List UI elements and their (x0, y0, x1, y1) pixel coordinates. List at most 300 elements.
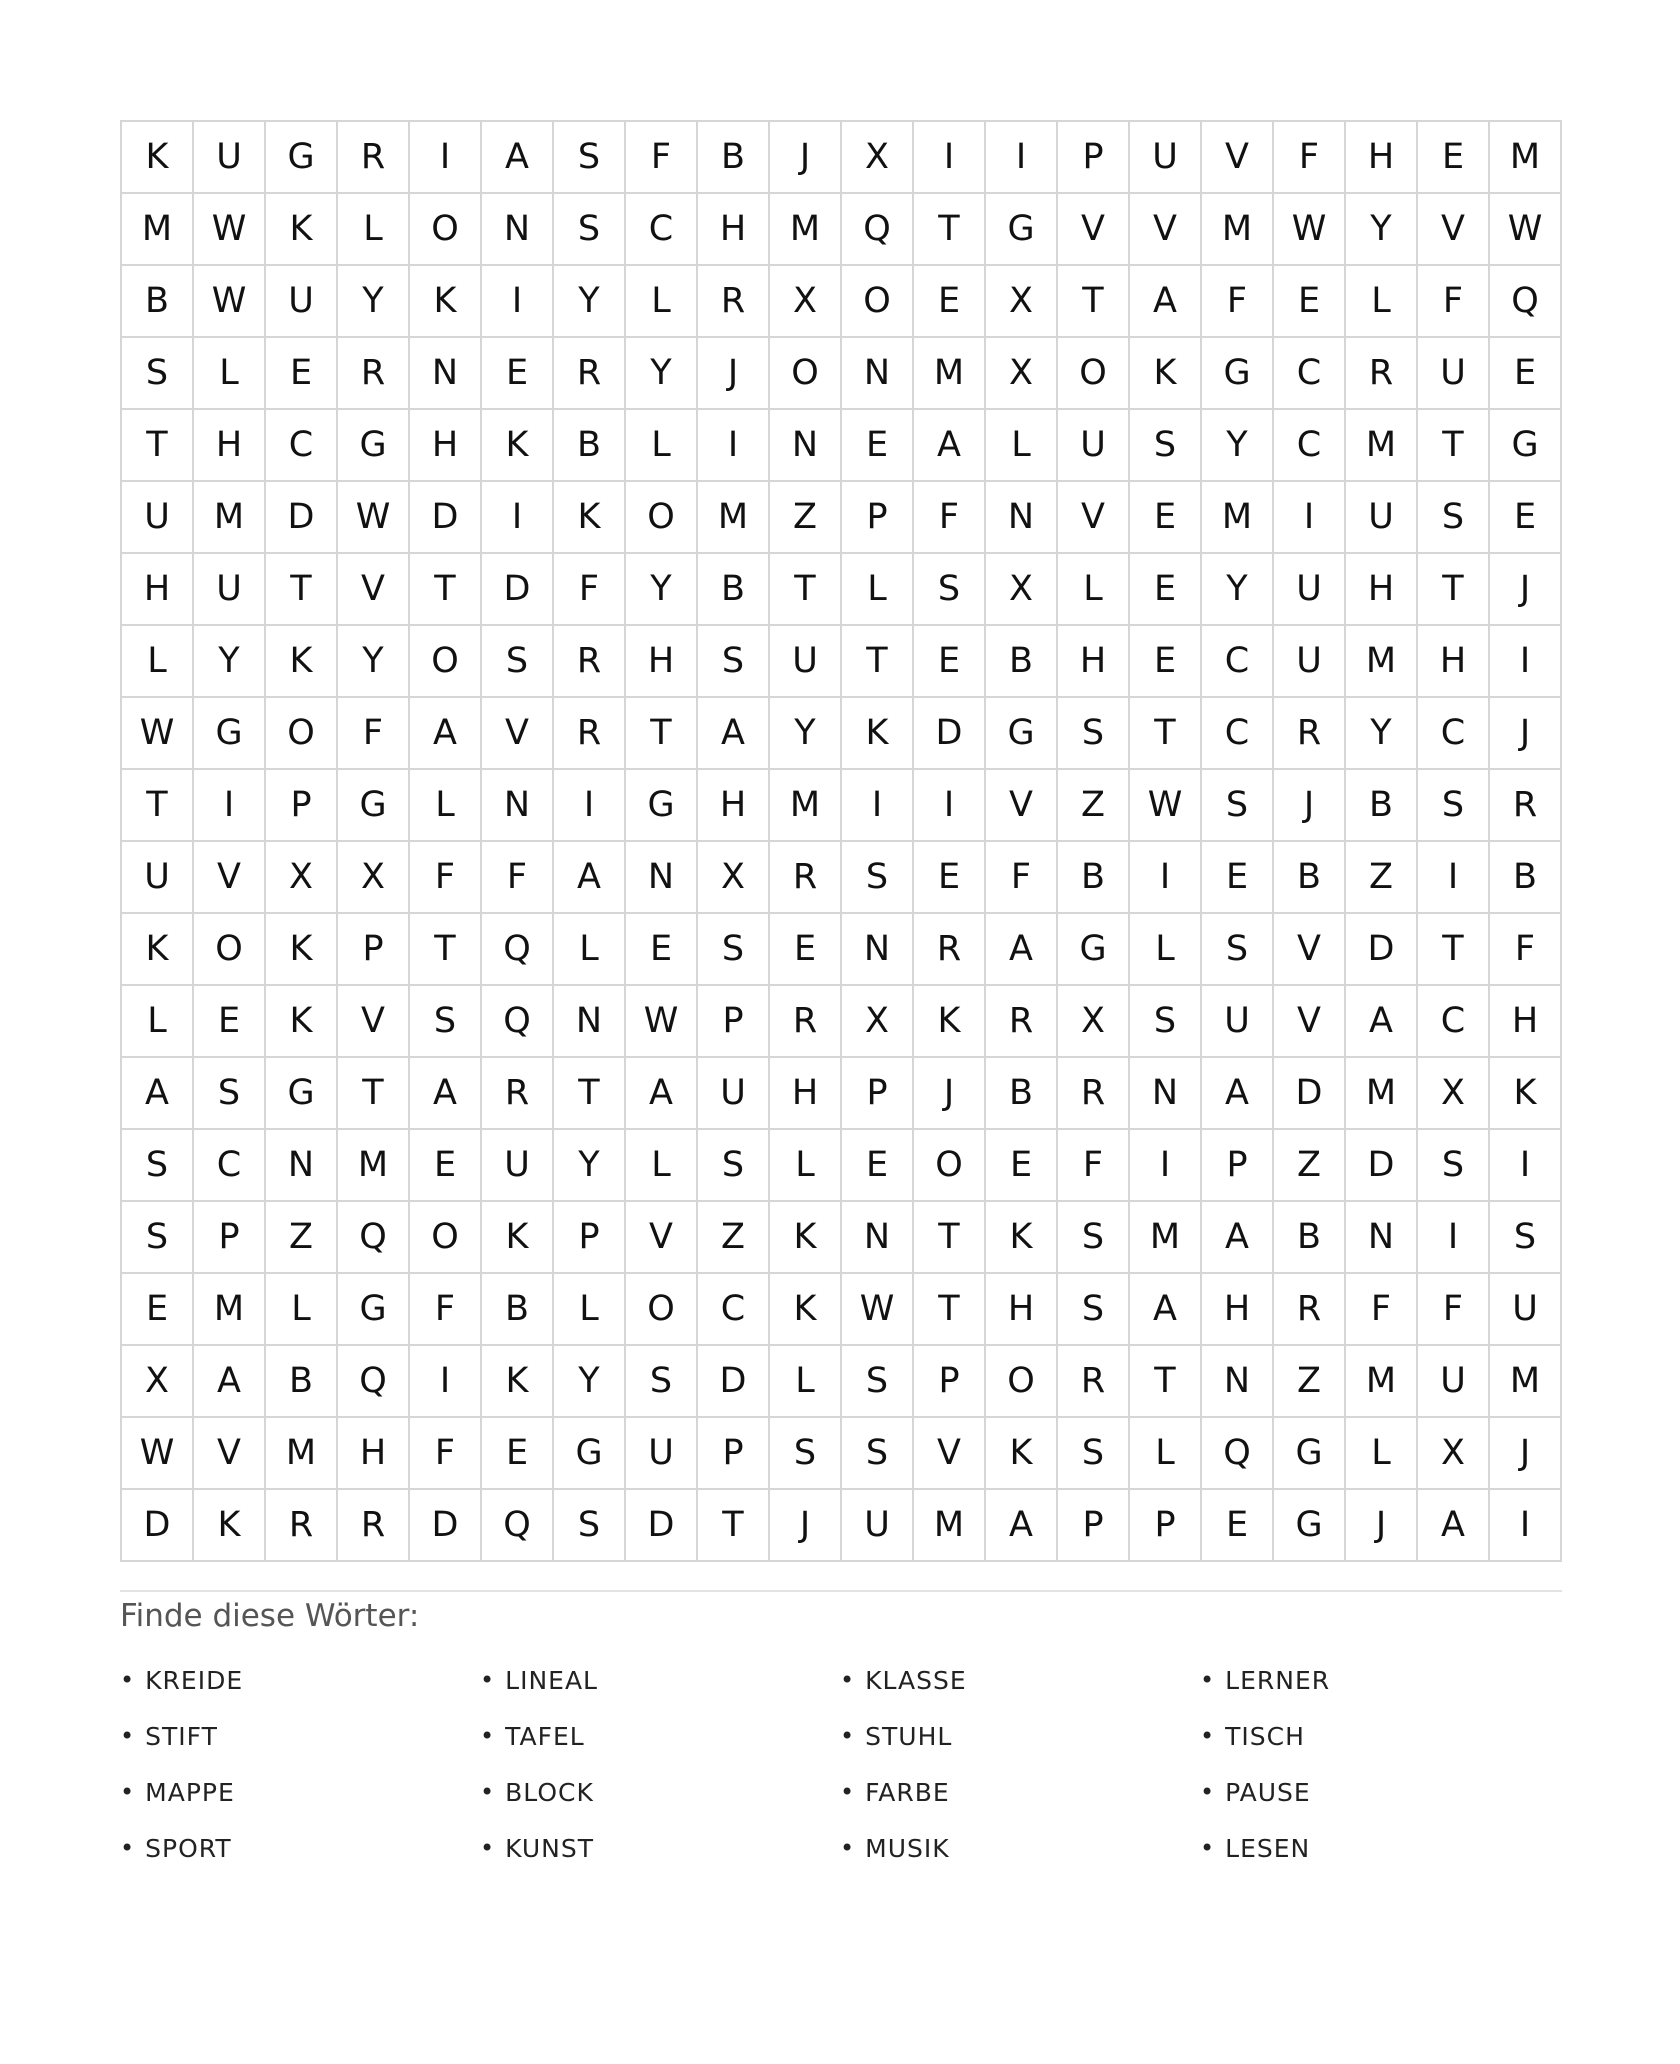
grid-cell[interactable]: Q (842, 194, 914, 266)
grid-cell[interactable]: E (914, 266, 986, 338)
grid-cell[interactable]: T (122, 410, 194, 482)
grid-cell[interactable]: P (554, 1202, 626, 1274)
grid-cell[interactable]: X (986, 266, 1058, 338)
grid-cell[interactable]: B (1058, 842, 1130, 914)
grid-cell[interactable]: D (626, 1490, 698, 1562)
grid-cell[interactable]: K (986, 1202, 1058, 1274)
grid-cell[interactable]: V (986, 770, 1058, 842)
grid-cell[interactable]: R (338, 1490, 410, 1562)
grid-cell[interactable]: L (626, 410, 698, 482)
grid-cell[interactable]: U (1274, 626, 1346, 698)
grid-cell[interactable]: H (1202, 1274, 1274, 1346)
grid-cell[interactable]: A (122, 1058, 194, 1130)
grid-cell[interactable]: C (626, 194, 698, 266)
grid-cell[interactable]: X (842, 122, 914, 194)
grid-cell[interactable]: E (1418, 122, 1490, 194)
grid-cell[interactable]: Y (770, 698, 842, 770)
grid-cell[interactable]: B (1274, 1202, 1346, 1274)
grid-cell[interactable]: F (1346, 1274, 1418, 1346)
grid-cell[interactable]: R (1058, 1058, 1130, 1130)
grid-cell[interactable]: L (554, 1274, 626, 1346)
grid-cell[interactable]: E (482, 1418, 554, 1490)
grid-cell[interactable]: B (698, 554, 770, 626)
grid-cell[interactable]: K (1490, 1058, 1562, 1130)
grid-cell[interactable]: C (1202, 698, 1274, 770)
grid-cell[interactable]: K (770, 1202, 842, 1274)
grid-cell[interactable]: O (1058, 338, 1130, 410)
grid-cell[interactable]: I (986, 122, 1058, 194)
grid-cell[interactable]: F (1418, 1274, 1490, 1346)
grid-cell[interactable]: Z (1274, 1130, 1346, 1202)
grid-cell[interactable]: L (1058, 554, 1130, 626)
grid-cell[interactable]: Z (1346, 842, 1418, 914)
grid-cell[interactable]: W (194, 266, 266, 338)
grid-cell[interactable]: J (1346, 1490, 1418, 1562)
grid-cell[interactable]: U (1490, 1274, 1562, 1346)
grid-cell[interactable]: L (986, 410, 1058, 482)
grid-cell[interactable]: Y (554, 266, 626, 338)
grid-cell[interactable]: A (914, 410, 986, 482)
grid-cell[interactable]: H (1346, 122, 1418, 194)
grid-cell[interactable]: L (338, 194, 410, 266)
grid-cell[interactable]: M (914, 338, 986, 410)
grid-cell[interactable]: C (1274, 410, 1346, 482)
grid-cell[interactable]: Q (338, 1346, 410, 1418)
grid-cell[interactable]: F (626, 122, 698, 194)
grid-cell[interactable]: G (986, 698, 1058, 770)
grid-cell[interactable]: R (770, 842, 842, 914)
grid-cell[interactable]: K (1130, 338, 1202, 410)
grid-cell[interactable]: Z (266, 1202, 338, 1274)
grid-cell[interactable]: O (842, 266, 914, 338)
grid-cell[interactable]: K (482, 410, 554, 482)
grid-cell[interactable]: D (410, 482, 482, 554)
grid-cell[interactable]: S (194, 1058, 266, 1130)
grid-cell[interactable]: K (554, 482, 626, 554)
grid-cell[interactable]: O (410, 1202, 482, 1274)
grid-cell[interactable]: A (698, 698, 770, 770)
grid-cell[interactable]: G (266, 1058, 338, 1130)
grid-cell[interactable]: D (1346, 1130, 1418, 1202)
grid-cell[interactable]: J (1490, 698, 1562, 770)
grid-cell[interactable]: M (914, 1490, 986, 1562)
grid-cell[interactable]: I (698, 410, 770, 482)
grid-cell[interactable]: R (266, 1490, 338, 1562)
grid-cell[interactable]: P (914, 1346, 986, 1418)
grid-cell[interactable]: T (266, 554, 338, 626)
grid-cell[interactable]: I (194, 770, 266, 842)
grid-cell[interactable]: T (410, 554, 482, 626)
grid-cell[interactable]: F (914, 482, 986, 554)
grid-cell[interactable]: E (1274, 266, 1346, 338)
grid-cell[interactable]: U (1058, 410, 1130, 482)
grid-cell[interactable]: S (1130, 986, 1202, 1058)
grid-cell[interactable]: U (1274, 554, 1346, 626)
grid-cell[interactable]: E (842, 410, 914, 482)
grid-cell[interactable]: R (338, 338, 410, 410)
grid-cell[interactable]: T (1058, 266, 1130, 338)
grid-cell[interactable]: F (338, 698, 410, 770)
grid-cell[interactable]: E (1490, 338, 1562, 410)
grid-cell[interactable]: S (1418, 482, 1490, 554)
grid-cell[interactable]: M (1346, 1346, 1418, 1418)
grid-cell[interactable]: R (1490, 770, 1562, 842)
grid-cell[interactable]: P (1058, 1490, 1130, 1562)
grid-cell[interactable]: Y (554, 1130, 626, 1202)
grid-cell[interactable]: U (1346, 482, 1418, 554)
grid-cell[interactable]: T (914, 1274, 986, 1346)
grid-cell[interactable]: U (194, 122, 266, 194)
grid-cell[interactable]: B (1346, 770, 1418, 842)
grid-cell[interactable]: F (554, 554, 626, 626)
grid-cell[interactable]: Z (698, 1202, 770, 1274)
grid-cell[interactable]: D (914, 698, 986, 770)
grid-cell[interactable]: I (1418, 1202, 1490, 1274)
grid-cell[interactable]: V (338, 986, 410, 1058)
grid-cell[interactable]: E (266, 338, 338, 410)
grid-cell[interactable]: G (338, 770, 410, 842)
grid-cell[interactable]: U (770, 626, 842, 698)
grid-cell[interactable]: L (1346, 266, 1418, 338)
grid-cell[interactable]: Y (194, 626, 266, 698)
grid-cell[interactable]: M (770, 770, 842, 842)
grid-cell[interactable]: Y (626, 338, 698, 410)
grid-cell[interactable]: O (770, 338, 842, 410)
grid-cell[interactable]: X (842, 986, 914, 1058)
grid-cell[interactable]: M (770, 194, 842, 266)
grid-cell[interactable]: G (194, 698, 266, 770)
grid-cell[interactable]: H (194, 410, 266, 482)
grid-cell[interactable]: F (1418, 266, 1490, 338)
grid-cell[interactable]: F (1490, 914, 1562, 986)
grid-cell[interactable]: P (698, 986, 770, 1058)
grid-cell[interactable]: V (194, 1418, 266, 1490)
grid-cell[interactable]: A (1130, 266, 1202, 338)
grid-cell[interactable]: T (338, 1058, 410, 1130)
grid-cell[interactable]: X (122, 1346, 194, 1418)
grid-cell[interactable]: M (266, 1418, 338, 1490)
grid-cell[interactable]: T (1130, 1346, 1202, 1418)
grid-cell[interactable]: H (698, 770, 770, 842)
grid-cell[interactable]: I (1490, 626, 1562, 698)
grid-cell[interactable]: A (626, 1058, 698, 1130)
grid-cell[interactable]: B (1490, 842, 1562, 914)
grid-cell[interactable]: I (1130, 1130, 1202, 1202)
grid-cell[interactable]: K (122, 122, 194, 194)
grid-cell[interactable]: R (698, 266, 770, 338)
grid-cell[interactable]: B (122, 266, 194, 338)
grid-cell[interactable]: T (122, 770, 194, 842)
grid-cell[interactable]: W (1274, 194, 1346, 266)
grid-cell[interactable]: I (482, 266, 554, 338)
grid-cell[interactable]: N (626, 842, 698, 914)
grid-cell[interactable]: V (338, 554, 410, 626)
grid-cell[interactable]: E (770, 914, 842, 986)
grid-cell[interactable]: T (1418, 410, 1490, 482)
grid-cell[interactable]: K (266, 986, 338, 1058)
grid-cell[interactable]: E (482, 338, 554, 410)
grid-cell[interactable]: G (1274, 1490, 1346, 1562)
grid-cell[interactable]: U (194, 554, 266, 626)
grid-cell[interactable]: L (122, 626, 194, 698)
grid-cell[interactable]: S (122, 1202, 194, 1274)
grid-cell[interactable]: A (482, 122, 554, 194)
grid-cell[interactable]: R (338, 122, 410, 194)
grid-cell[interactable]: F (410, 1418, 482, 1490)
grid-cell[interactable]: F (410, 1274, 482, 1346)
grid-cell[interactable]: E (842, 1130, 914, 1202)
grid-cell[interactable]: M (1346, 410, 1418, 482)
grid-cell[interactable]: G (1058, 914, 1130, 986)
grid-cell[interactable]: S (410, 986, 482, 1058)
grid-cell[interactable]: V (1274, 986, 1346, 1058)
grid-cell[interactable]: L (1346, 1418, 1418, 1490)
grid-cell[interactable]: S (122, 1130, 194, 1202)
grid-cell[interactable]: A (986, 914, 1058, 986)
grid-cell[interactable]: F (1202, 266, 1274, 338)
grid-cell[interactable]: X (338, 842, 410, 914)
grid-cell[interactable]: I (410, 1346, 482, 1418)
grid-cell[interactable]: W (1490, 194, 1562, 266)
grid-cell[interactable]: L (626, 1130, 698, 1202)
grid-cell[interactable]: G (554, 1418, 626, 1490)
grid-cell[interactable]: E (194, 986, 266, 1058)
grid-cell[interactable]: Q (1490, 266, 1562, 338)
grid-cell[interactable]: Y (1346, 698, 1418, 770)
grid-cell[interactable]: Z (1058, 770, 1130, 842)
grid-cell[interactable]: Y (1202, 554, 1274, 626)
grid-cell[interactable]: U (122, 842, 194, 914)
grid-cell[interactable]: K (770, 1274, 842, 1346)
grid-cell[interactable]: L (194, 338, 266, 410)
grid-cell[interactable]: A (194, 1346, 266, 1418)
grid-cell[interactable]: V (914, 1418, 986, 1490)
grid-cell[interactable]: T (410, 914, 482, 986)
grid-cell[interactable]: L (1130, 1418, 1202, 1490)
grid-cell[interactable]: W (338, 482, 410, 554)
grid-cell[interactable]: F (986, 842, 1058, 914)
grid-cell[interactable]: F (1058, 1130, 1130, 1202)
grid-cell[interactable]: C (698, 1274, 770, 1346)
grid-cell[interactable]: Y (1346, 194, 1418, 266)
grid-cell[interactable]: M (338, 1130, 410, 1202)
grid-cell[interactable]: M (1346, 626, 1418, 698)
grid-cell[interactable]: J (1490, 1418, 1562, 1490)
grid-cell[interactable]: N (1202, 1346, 1274, 1418)
grid-cell[interactable]: G (1490, 410, 1562, 482)
grid-cell[interactable]: K (410, 266, 482, 338)
grid-cell[interactable]: M (194, 1274, 266, 1346)
grid-cell[interactable]: C (1202, 626, 1274, 698)
grid-cell[interactable]: B (266, 1346, 338, 1418)
grid-cell[interactable]: R (986, 986, 1058, 1058)
grid-cell[interactable]: K (266, 194, 338, 266)
grid-cell[interactable]: G (626, 770, 698, 842)
grid-cell[interactable]: I (1130, 842, 1202, 914)
grid-cell[interactable]: R (554, 698, 626, 770)
grid-cell[interactable]: M (1346, 1058, 1418, 1130)
grid-cell[interactable]: A (1202, 1202, 1274, 1274)
grid-cell[interactable]: H (698, 194, 770, 266)
grid-cell[interactable]: B (1274, 842, 1346, 914)
grid-cell[interactable]: P (698, 1418, 770, 1490)
grid-cell[interactable]: Y (626, 554, 698, 626)
grid-cell[interactable]: S (554, 122, 626, 194)
grid-cell[interactable]: E (1130, 626, 1202, 698)
grid-cell[interactable]: S (1130, 410, 1202, 482)
grid-cell[interactable]: S (554, 1490, 626, 1562)
grid-cell[interactable]: X (986, 554, 1058, 626)
grid-cell[interactable]: U (626, 1418, 698, 1490)
grid-cell[interactable]: U (122, 482, 194, 554)
grid-cell[interactable]: S (842, 842, 914, 914)
grid-cell[interactable]: L (770, 1346, 842, 1418)
grid-cell[interactable]: S (770, 1418, 842, 1490)
grid-cell[interactable]: S (554, 194, 626, 266)
grid-cell[interactable]: J (1490, 554, 1562, 626)
grid-cell[interactable]: E (986, 1130, 1058, 1202)
grid-cell[interactable]: K (482, 1346, 554, 1418)
grid-cell[interactable]: J (698, 338, 770, 410)
grid-cell[interactable]: G (266, 122, 338, 194)
grid-cell[interactable]: S (1058, 1274, 1130, 1346)
grid-cell[interactable]: G (338, 1274, 410, 1346)
grid-cell[interactable]: W (122, 1418, 194, 1490)
grid-cell[interactable]: D (266, 482, 338, 554)
grid-cell[interactable]: S (122, 338, 194, 410)
grid-cell[interactable]: M (1490, 1346, 1562, 1418)
grid-cell[interactable]: V (1130, 194, 1202, 266)
grid-cell[interactable]: K (986, 1418, 1058, 1490)
grid-cell[interactable]: I (482, 482, 554, 554)
grid-cell[interactable]: Y (1202, 410, 1274, 482)
grid-cell[interactable]: K (482, 1202, 554, 1274)
grid-cell[interactable]: I (1490, 1490, 1562, 1562)
grid-cell[interactable]: Y (554, 1346, 626, 1418)
grid-cell[interactable]: T (914, 194, 986, 266)
grid-cell[interactable]: B (554, 410, 626, 482)
grid-cell[interactable]: G (1274, 1418, 1346, 1490)
grid-cell[interactable]: A (1418, 1490, 1490, 1562)
grid-cell[interactable]: X (1058, 986, 1130, 1058)
grid-cell[interactable]: K (266, 626, 338, 698)
grid-cell[interactable]: V (1058, 194, 1130, 266)
grid-cell[interactable]: M (698, 482, 770, 554)
grid-cell[interactable]: V (194, 842, 266, 914)
grid-cell[interactable]: K (266, 914, 338, 986)
grid-cell[interactable]: S (1058, 1418, 1130, 1490)
grid-cell[interactable]: K (194, 1490, 266, 1562)
grid-cell[interactable]: N (842, 338, 914, 410)
grid-cell[interactable]: E (1202, 842, 1274, 914)
grid-cell[interactable]: R (1058, 1346, 1130, 1418)
grid-cell[interactable]: H (626, 626, 698, 698)
grid-cell[interactable]: U (1418, 338, 1490, 410)
grid-cell[interactable]: G (1202, 338, 1274, 410)
grid-cell[interactable]: Q (1202, 1418, 1274, 1490)
grid-cell[interactable]: O (626, 1274, 698, 1346)
grid-cell[interactable]: D (482, 554, 554, 626)
grid-cell[interactable]: P (842, 482, 914, 554)
grid-cell[interactable]: S (698, 914, 770, 986)
grid-cell[interactable]: K (122, 914, 194, 986)
grid-cell[interactable]: T (914, 1202, 986, 1274)
grid-cell[interactable]: U (1202, 986, 1274, 1058)
grid-cell[interactable]: B (986, 626, 1058, 698)
grid-cell[interactable]: Y (338, 626, 410, 698)
grid-cell[interactable]: S (482, 626, 554, 698)
grid-cell[interactable]: M (194, 482, 266, 554)
grid-cell[interactable]: X (1418, 1418, 1490, 1490)
grid-cell[interactable]: L (410, 770, 482, 842)
grid-cell[interactable]: U (482, 1130, 554, 1202)
grid-cell[interactable]: H (410, 410, 482, 482)
grid-cell[interactable]: V (482, 698, 554, 770)
grid-cell[interactable]: P (1058, 122, 1130, 194)
grid-cell[interactable]: N (842, 1202, 914, 1274)
grid-cell[interactable]: Q (482, 914, 554, 986)
grid-cell[interactable]: F (1274, 122, 1346, 194)
grid-cell[interactable]: I (554, 770, 626, 842)
grid-cell[interactable]: R (770, 986, 842, 1058)
grid-cell[interactable]: N (266, 1130, 338, 1202)
grid-cell[interactable]: E (410, 1130, 482, 1202)
grid-cell[interactable]: L (554, 914, 626, 986)
grid-cell[interactable]: V (1274, 914, 1346, 986)
grid-cell[interactable]: E (1202, 1490, 1274, 1562)
grid-cell[interactable]: O (194, 914, 266, 986)
grid-cell[interactable]: E (914, 626, 986, 698)
grid-cell[interactable]: J (770, 1490, 842, 1562)
grid-cell[interactable]: E (1130, 554, 1202, 626)
grid-cell[interactable]: X (266, 842, 338, 914)
grid-cell[interactable]: H (1346, 554, 1418, 626)
grid-cell[interactable]: F (482, 842, 554, 914)
grid-cell[interactable]: B (698, 122, 770, 194)
grid-cell[interactable]: C (1274, 338, 1346, 410)
grid-cell[interactable]: M (122, 194, 194, 266)
grid-cell[interactable]: I (914, 770, 986, 842)
grid-cell[interactable]: H (986, 1274, 1058, 1346)
grid-cell[interactable]: C (1418, 986, 1490, 1058)
grid-cell[interactable]: X (770, 266, 842, 338)
grid-cell[interactable]: A (986, 1490, 1058, 1562)
grid-cell[interactable]: E (122, 1274, 194, 1346)
grid-cell[interactable]: U (698, 1058, 770, 1130)
grid-cell[interactable]: R (914, 914, 986, 986)
grid-cell[interactable]: A (410, 1058, 482, 1130)
grid-cell[interactable]: T (1418, 914, 1490, 986)
grid-cell[interactable]: I (914, 122, 986, 194)
grid-cell[interactable]: U (1130, 122, 1202, 194)
grid-cell[interactable]: P (194, 1202, 266, 1274)
grid-cell[interactable]: S (1202, 770, 1274, 842)
grid-cell[interactable]: N (770, 410, 842, 482)
grid-cell[interactable]: R (1274, 698, 1346, 770)
grid-cell[interactable]: R (554, 626, 626, 698)
grid-cell[interactable]: S (842, 1346, 914, 1418)
grid-cell[interactable]: I (1418, 842, 1490, 914)
grid-cell[interactable]: A (1202, 1058, 1274, 1130)
grid-cell[interactable]: D (1346, 914, 1418, 986)
grid-cell[interactable]: R (1346, 338, 1418, 410)
grid-cell[interactable]: P (1202, 1130, 1274, 1202)
grid-cell[interactable]: L (1130, 914, 1202, 986)
grid-cell[interactable]: D (122, 1490, 194, 1562)
grid-cell[interactable]: V (1058, 482, 1130, 554)
grid-cell[interactable]: H (122, 554, 194, 626)
grid-cell[interactable]: S (698, 626, 770, 698)
